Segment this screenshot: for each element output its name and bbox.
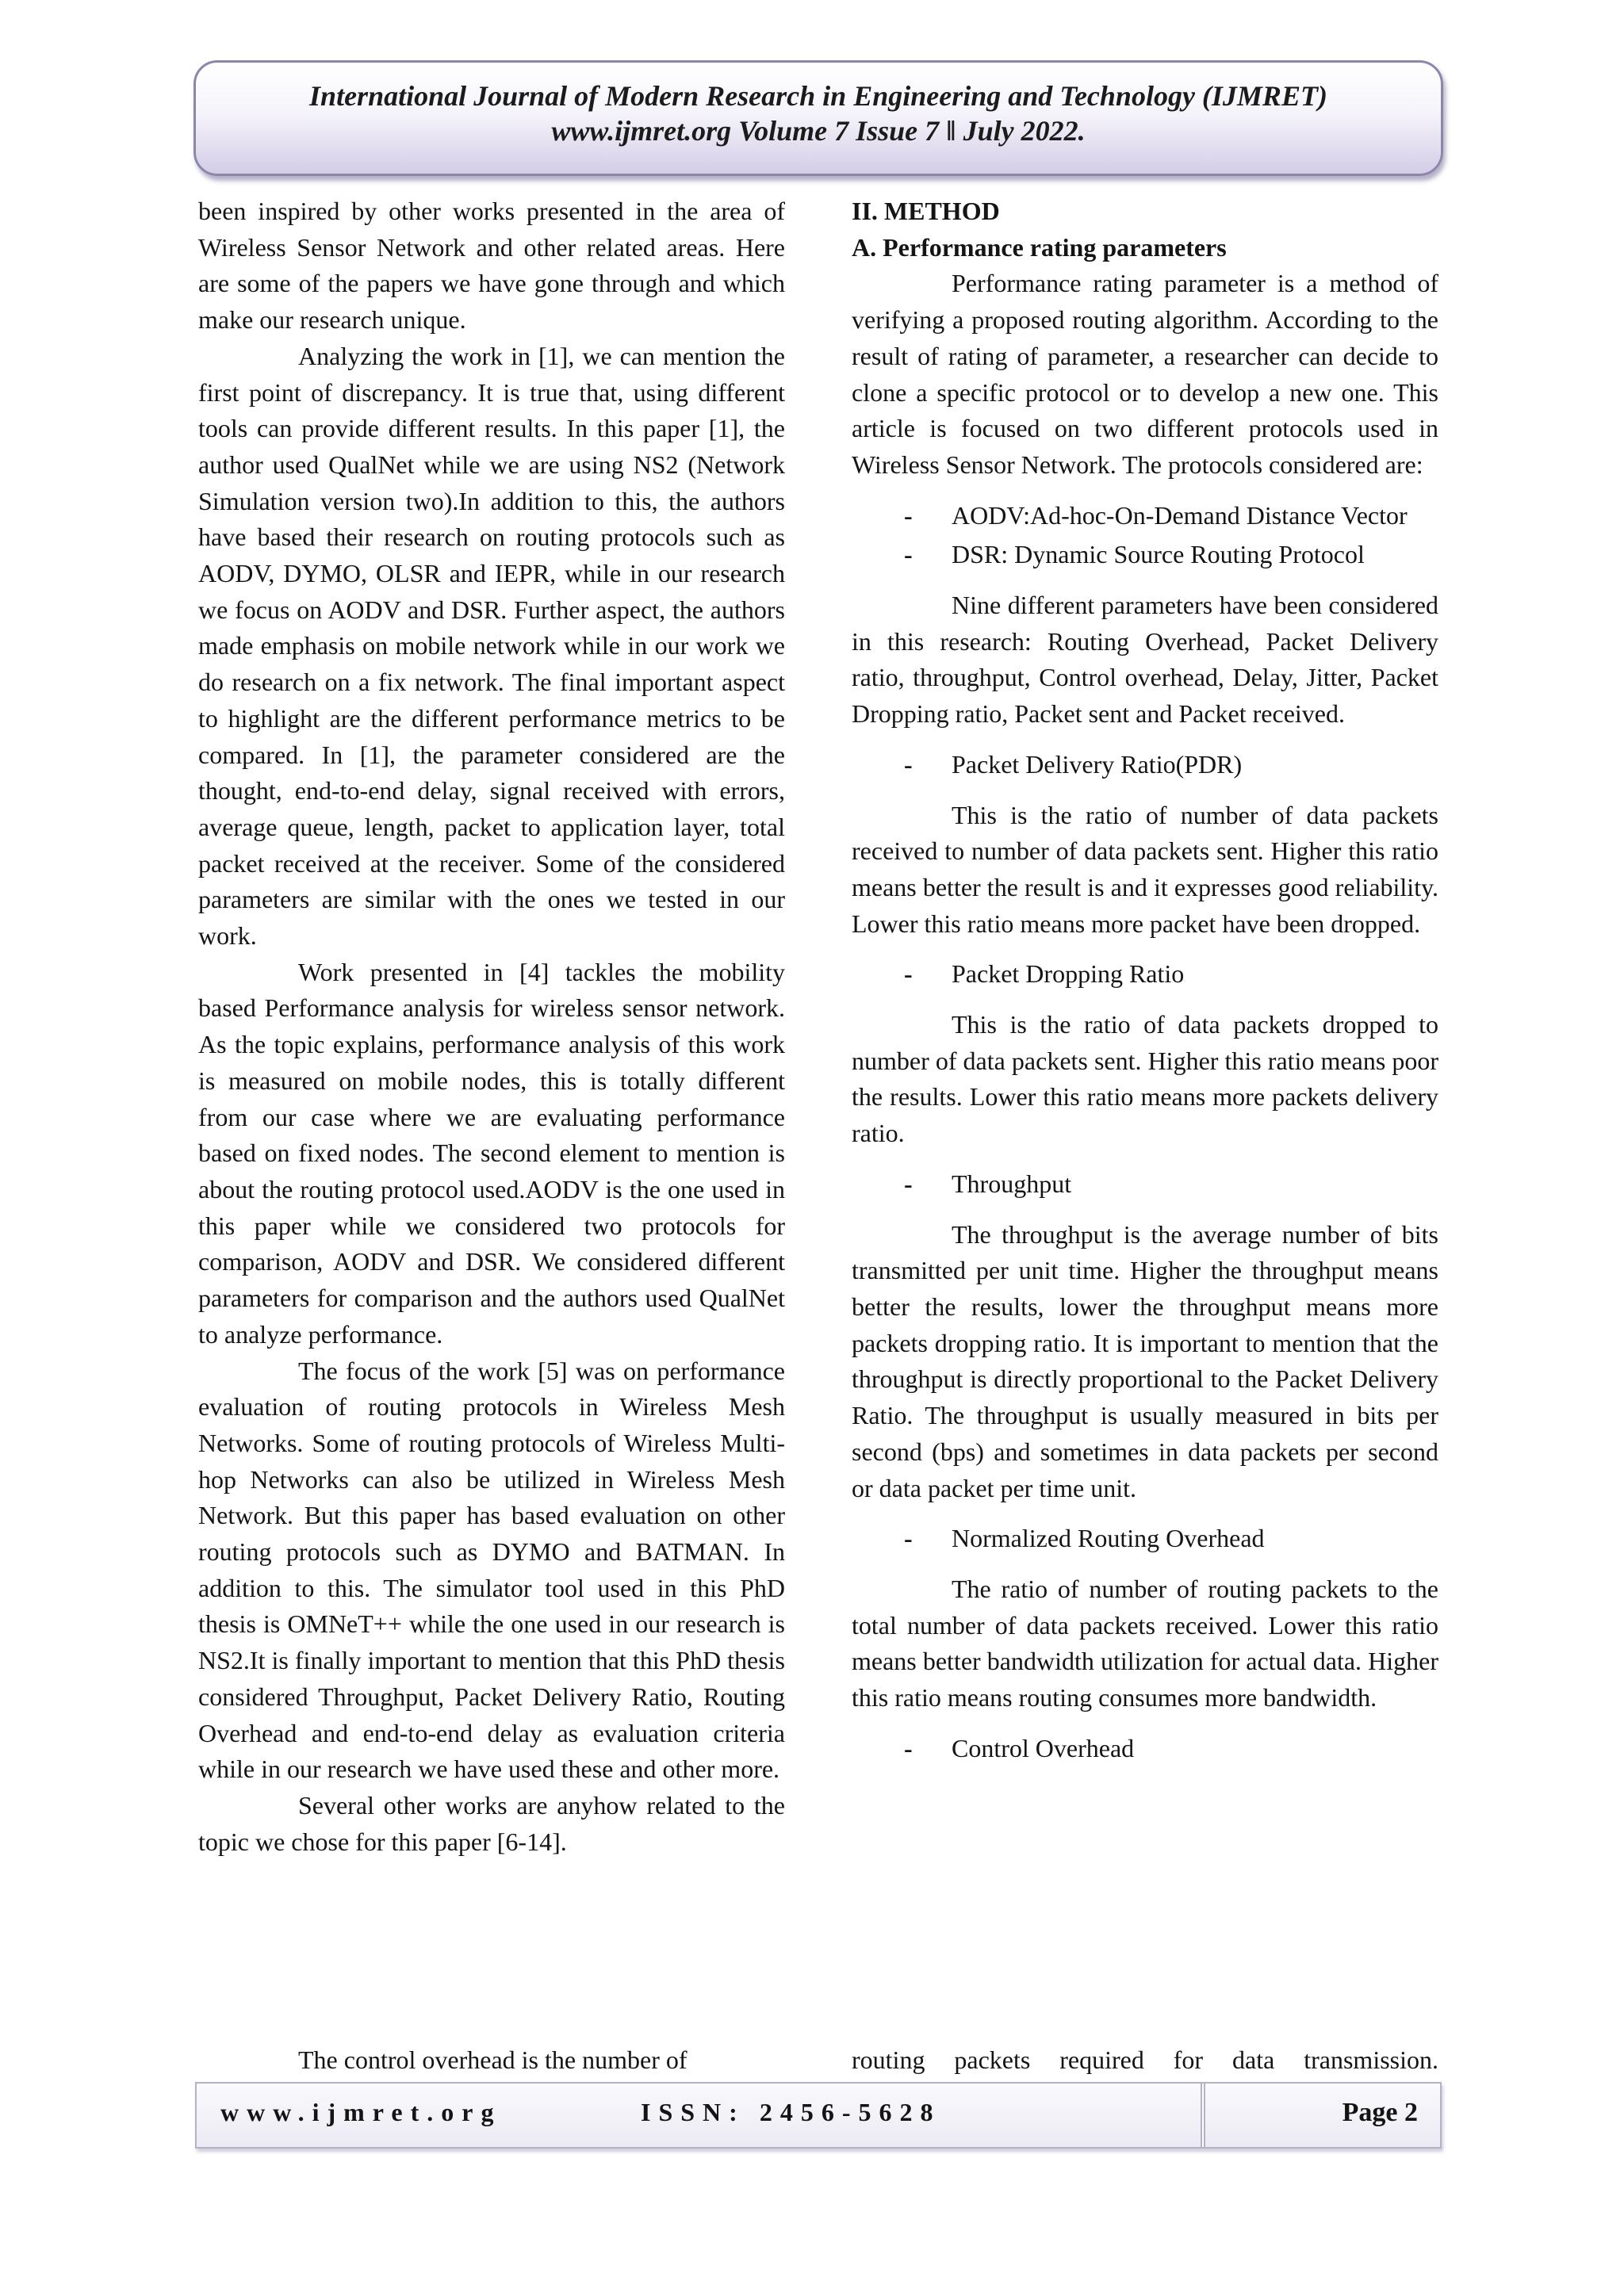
paragraph: Analyzing the work in [1], we can mention the first point of discrepancy. It is true that, using different tools can provide different results. In this paper [1], the author used QualNet while we are using NS2 (Network Simulation version two).In addition to this, the authors have based their research on routing protocols such as AODV, DYMO, OLSR and IEPR, while in our research we focus on AODV and DSR. Further aspect, the authors made emphasis on mobile network while in our work we do research on a fix network. The final important aspect to highlight are the different performance metrics to be compared. In [1], the parameter considered are the thought, end-to-end delay, signal received with errors, average queue, length, packet to application layer, total packet received at the receiver. Some of the considered parameters are similar with the ones we tested in our work. [198,341,785,951]
paragraph: This is the ratio of data packets dropped to number of data packets sent. Higher this ratio means poor the results. Lower this ratio means more packets delivery ratio. [852,1010,1438,1148]
metric-name: Throughput [952,1169,1072,1198]
bullet-dash: - [904,959,913,989]
metric-name: Packet Dropping Ratio [952,959,1185,989]
page-footer [195,2082,1442,2149]
left-column [198,193,785,1860]
page-number: Page 2 [1342,2098,1418,2127]
section-heading: II. METHOD [852,197,1000,225]
metric-heading [852,956,1438,993]
footer-issn: ISSN: 2456-5628 [641,2098,941,2126]
metric-name: Packet Delivery Ratio(PDR) [952,749,1243,779]
journal-issue: www.ijmret.org Volume 7 Issue 7 ǁ July 2022. [551,115,1086,147]
paragraph: Nine different parameters have been considered in this research: Routing Overhead, Packet Delivery ratio, throughput, Control overhead, Delay, Jitter, Packet Dropping ratio, Packet sent and Packet received. [852,591,1438,729]
bullet-dash: - [904,1524,913,1553]
list-item [852,498,1438,534]
paragraph: This is the ratio of number of data packets received to number of data packets sent. Higher this ratio means better the result is and it expresses good reliability. Lower this ratio means more packet have been dropped. [852,800,1438,938]
metric-heading [852,1166,1438,1203]
subsection-heading: A. Performance rating parameters [852,232,1227,262]
bullet-dash: - [904,500,913,530]
right-column [852,193,1438,1781]
paragraph: The focus of the work [5] was on performance evaluation of routing protocols in Wireless Mesh Networks. Some of routing protocols of Wireless Multi-hop Networks can also be utilized in Wireless Mesh Network. But this paper has based evaluation on other routing protocols such as DYMO and BATMAN. In addition to this. The simulator tool used in this PhD thesis is OMNeT++ while the one used in our research is NS2.It is finally important to mention that this PhD thesis considered Throughput, Packet Delivery Ratio, Routing Overhead and end-to-end delay as evaluation criteria while in our research we have used these and other more. [198,1356,785,1784]
metric-heading [852,1521,1438,1557]
footer-url: www.ijmret.org [220,2098,502,2126]
paragraph: Work presented in [4] tackles the mobility based Performance analysis for wireless sensor network. As the topic explains, performance analysis of this work is measured on mobile nodes, this is totally different from our case where we are evaluating performance based on fixed nodes. The second element to mention is about the routing protocol used.AODV is the one used in this paper while we considered two protocols for comparison, AODV and DSR. We considered different parameters for comparison and the authors used QualNet to analyze performance. [198,957,785,1349]
paragraph: The throughput is the average number of bits transmitted per unit time. Higher the throughput means better the results, lower the throughput means more packets dropping ratio. It is important to mention that the throughput is directly proportional to the Packet Delivery Ratio. The throughput is usually measured in bits per second (bps) and sometimes in data packets per second or data packet per time unit. [852,1219,1438,1502]
bullet-dash: - [904,540,913,569]
journal-header [193,60,1443,176]
paragraph: The ratio of number of routing packets to the total number of data packets received. Lower this ratio means better bandwidth utilization for actual data. Higher this ratio means routing consumes more bandwidth. [852,1574,1438,1712]
left-column-continuation: The control overhead is the number of [298,2045,688,2074]
list-item-text: AODV:Ad-hoc-On-Demand Distance Vector [952,500,1408,530]
journal-title: International Journal of Modern Research in Engineering and Technology (IJMRET) [309,80,1327,112]
footer-divider [1201,2084,1205,2147]
right-column-continuation: routing packets required for data transmission. [852,2045,1438,2074]
metric-heading [852,1731,1438,1767]
bullet-dash: - [904,1733,913,1762]
metric-name: Control Overhead [952,1733,1135,1762]
metric-name: Normalized Routing Overhead [952,1524,1265,1553]
bullet-dash: - [904,1169,913,1198]
list-item [852,537,1438,573]
metric-heading [852,747,1438,783]
bullet-dash: - [904,749,913,779]
paragraph: Performance rating parameter is a method of verifying a proposed routing algorithm. According to the result of rating of parameter, a researcher can decide to clone a specific protocol or to develop a new one. This article is focused on two different protocols used in Wireless Sensor Network. The protocols considered are: [852,269,1438,479]
paragraph: Several other works are anyhow related to the topic we chose for this paper [6-14]. [198,1790,785,1856]
list-item-text: DSR: Dynamic Source Routing Protocol [952,540,1365,569]
paragraph: been inspired by other works presented in the area of Wireless Sensor Network and other related areas. Here are some of the papers we have gone through and which make our research unique. [198,197,785,335]
